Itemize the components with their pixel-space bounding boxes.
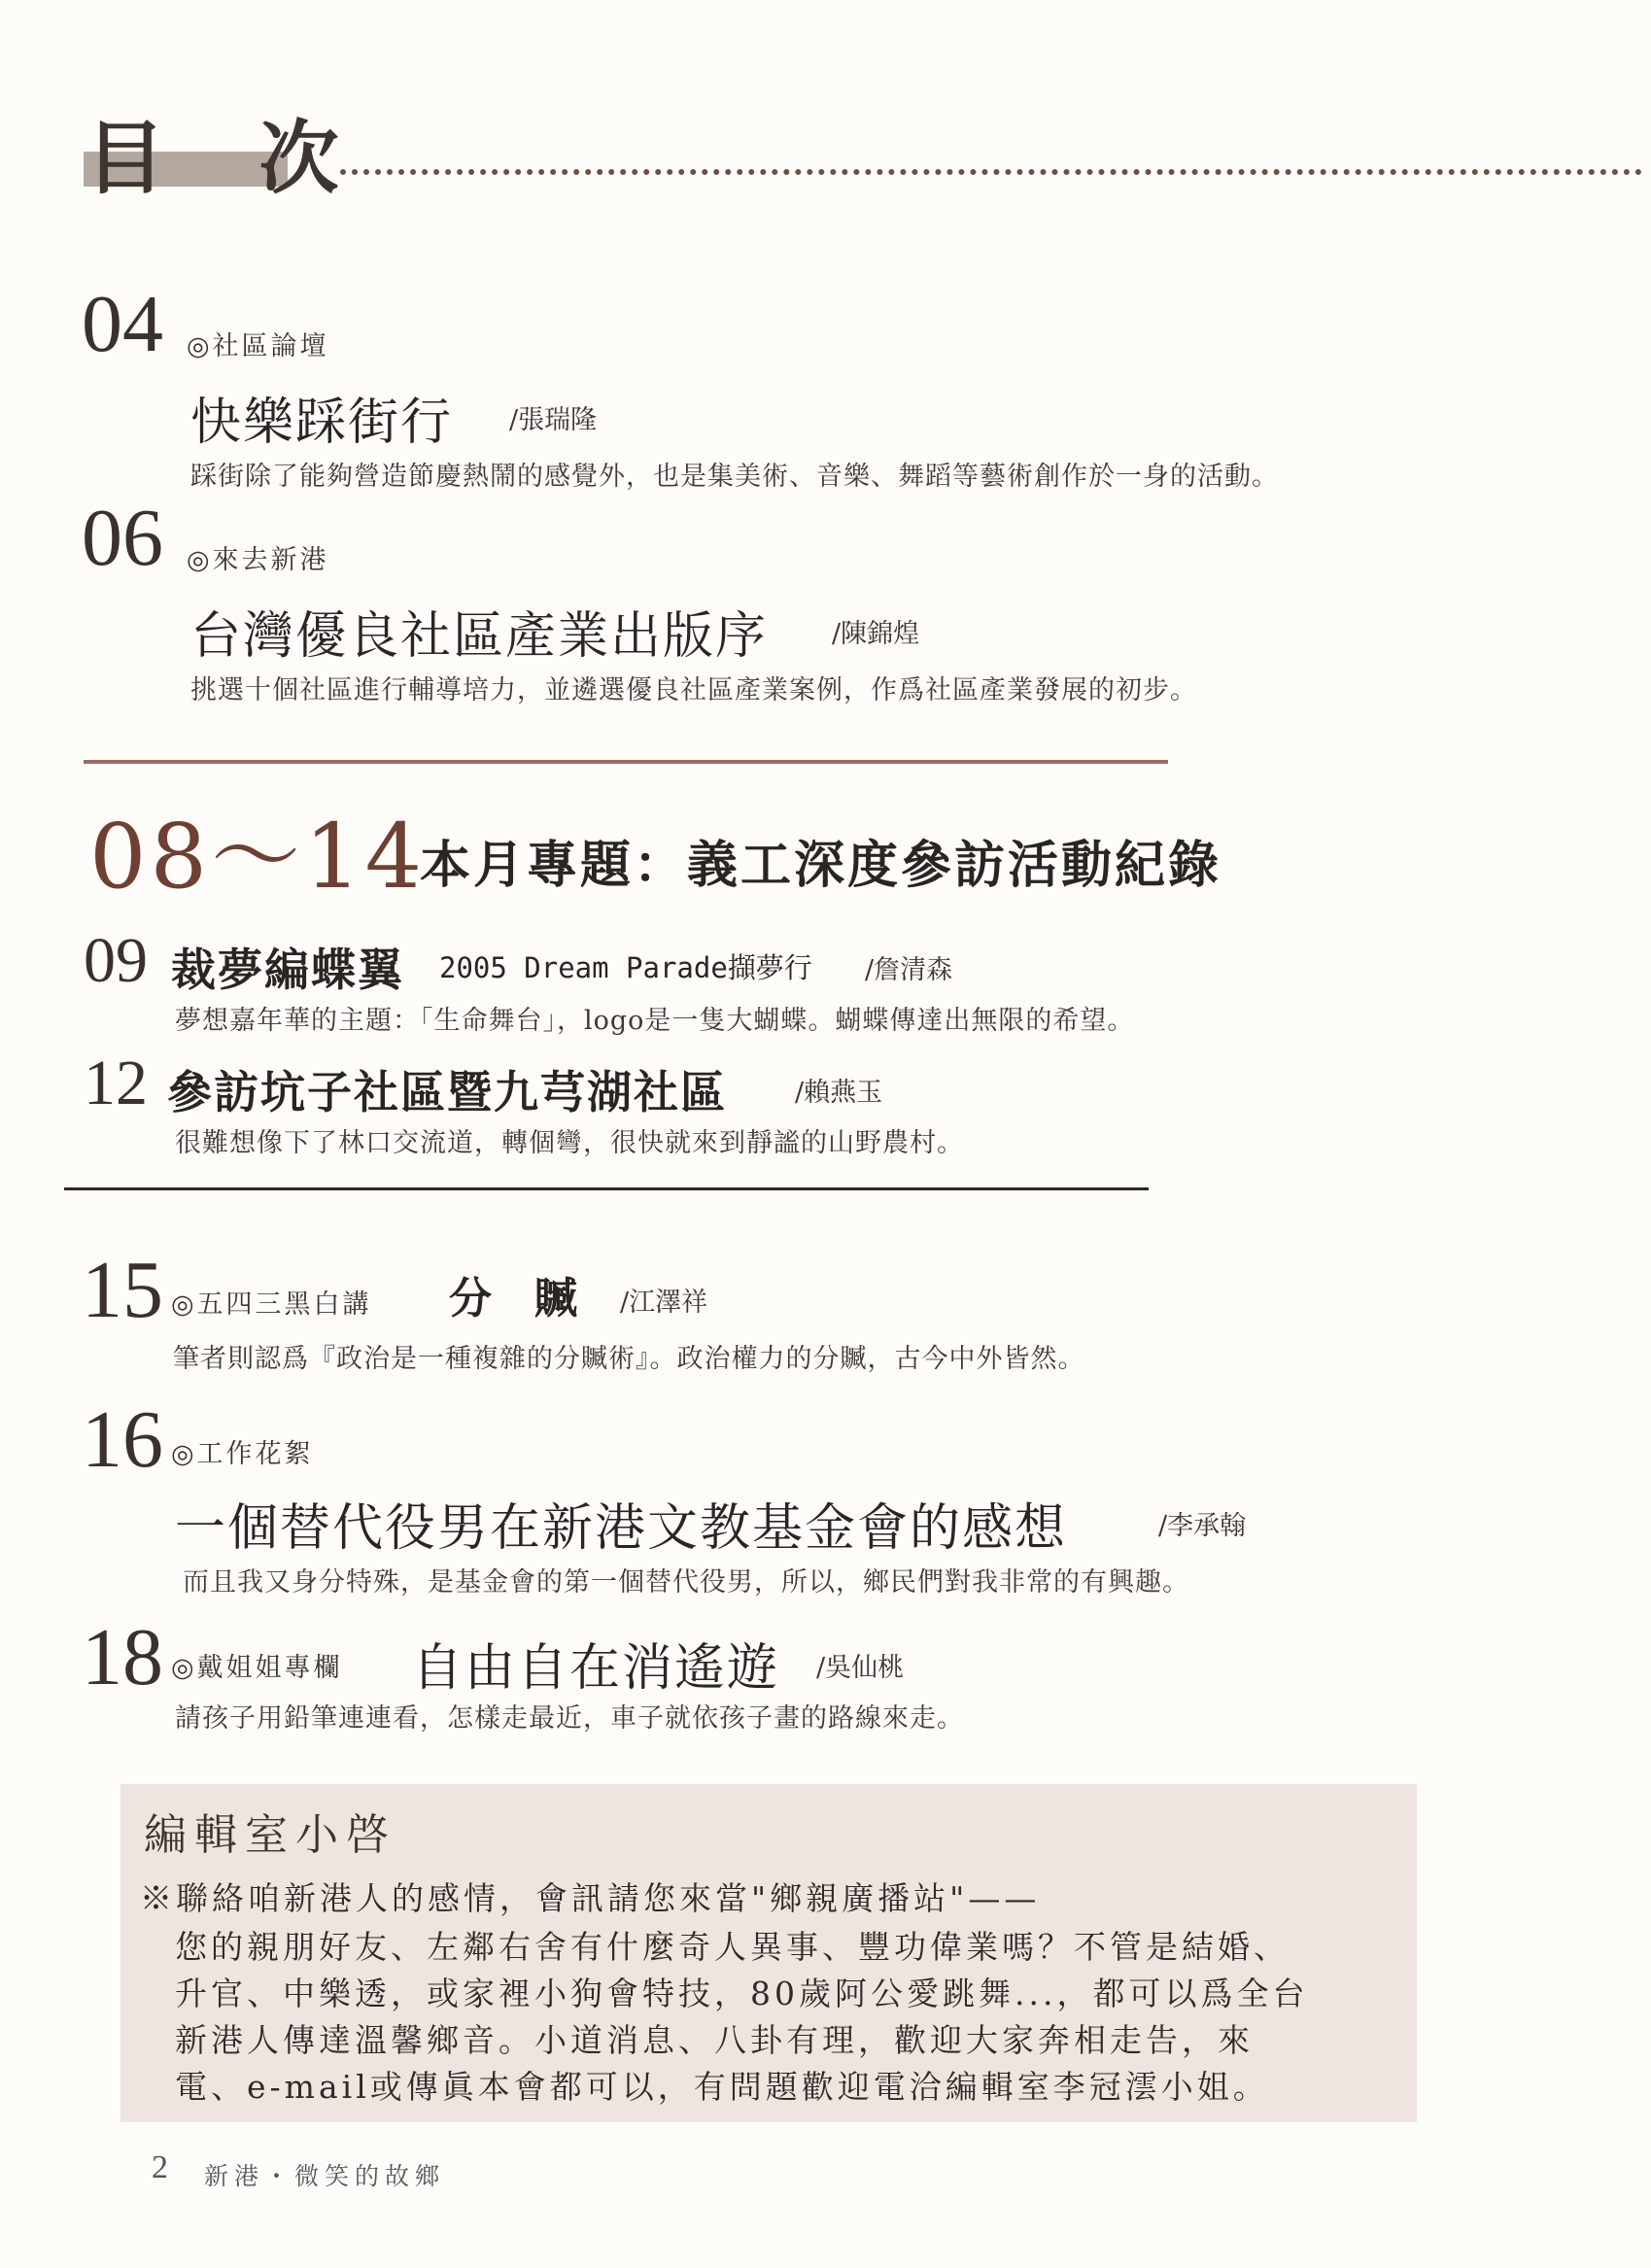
- article-title[interactable]: 一個替代役男在新港文教基金會的感想: [175, 1499, 1068, 1558]
- page-number-16: 16: [82, 1394, 163, 1485]
- editor-note-line: 電、e-mail或傳眞本會都可以，有問題歡迎電洽編輯室李冠澐小姐。: [175, 2068, 1269, 2106]
- article-title[interactable]: 裁夢編蝶翼: [171, 944, 404, 996]
- editor-note-line: 升官、中樂透，或家裡小狗會特技，80歲阿公愛跳舞...，都可以爲全台: [175, 1975, 1309, 2012]
- article-description: 挑選十個社區進行輔導培力，並遴選優良社區產業案例，作爲社區產業發展的初步。: [190, 675, 1197, 705]
- page-title: 目 次: [86, 112, 372, 205]
- article-title[interactable]: 台灣優良社區產業出版序: [190, 607, 769, 666]
- page-number-18: 18: [82, 1612, 163, 1702]
- page-number-15: 15: [82, 1245, 163, 1335]
- feature-page-range: 08～14: [89, 805, 427, 909]
- editor-note-line: 新港人傳達溫馨鄉音。小道消息、八卦有理，歡迎大家奔相走告，來: [175, 2021, 1254, 2059]
- article-author: /賴燕玉: [795, 1078, 883, 1108]
- article-description: 筆者則認爲『政治是一種複雜的分贓術』。政治權力的分贓，古今中外皆然。: [173, 1344, 1085, 1374]
- page-number-06: 06: [82, 493, 163, 583]
- article-description: 而且我又身分特殊，是基金會的第一個替代役男，所以，鄉民們對我非常的有興趣。: [183, 1567, 1189, 1598]
- editor-note-title: 編輯室小啓: [144, 1810, 396, 1860]
- article-author: /江澤祥: [620, 1288, 708, 1318]
- page-number-04: 04: [82, 279, 163, 369]
- category-label: ◎工作花絮: [171, 1439, 314, 1469]
- feature-title[interactable]: 本月專題：義工深度參訪活動紀錄: [420, 837, 1222, 895]
- article-title[interactable]: 快樂踩街行: [190, 394, 454, 452]
- editor-note-line: ※聯絡咱新港人的感情，會訊請您來當"鄉親廣播站"——: [140, 1879, 1041, 1917]
- footer-text: 新港・微笑的故鄉: [204, 2162, 446, 2190]
- page-number-09: 09: [84, 925, 148, 996]
- category-label: ◎來去新港: [187, 545, 329, 575]
- article-author: /詹清森: [865, 955, 953, 985]
- article-description: 踩街除了能夠營造節慶熱鬧的感覺外，也是集美術、音樂、舞蹈等藝術創作於一身的活動。: [190, 462, 1279, 492]
- article-author: /張瑞隆: [509, 405, 598, 435]
- page-number-12: 12: [84, 1048, 148, 1118]
- dotted-leader: [340, 169, 1642, 175]
- article-description: 很難想像下了林口交流道，轉個彎，很快就來到靜謐的山野農村。: [175, 1128, 964, 1158]
- article-title[interactable]: 自由自在消遙遊: [412, 1639, 780, 1698]
- footer-page-number: 2: [152, 2149, 168, 2185]
- article-author: /陳錦煌: [832, 619, 920, 649]
- editor-note-line: 您的親朋好友、左鄰右舍有什麼奇人異事、豐功偉業嗎？不管是結婚、: [175, 1928, 1290, 1966]
- article-description: 請孩子用鉛筆連連看，怎樣走最近，車子就依孩子畫的路線來走。: [175, 1703, 964, 1734]
- article-subtitle: 2005 Dream Parade擷夢行: [439, 951, 812, 984]
- article-description: 夢想嘉年華的主題：「生命舞台」，logo是一隻大蝴蝶。蝴蝶傳達出無限的希望。: [175, 1006, 1135, 1036]
- section-divider: [84, 760, 1168, 764]
- article-author: /李承翰: [1158, 1511, 1247, 1541]
- article-title[interactable]: 參訪坑子社區暨九芎湖社區: [167, 1066, 727, 1118]
- section-divider: [64, 1187, 1149, 1190]
- article-title[interactable]: 分 贓: [449, 1274, 577, 1323]
- category-label: ◎五四三黑白講: [171, 1289, 372, 1320]
- category-label: ◎戴姐姐專欄: [171, 1653, 343, 1683]
- article-author: /吳仙桃: [816, 1653, 905, 1683]
- category-label: ◎社區論壇: [187, 331, 329, 361]
